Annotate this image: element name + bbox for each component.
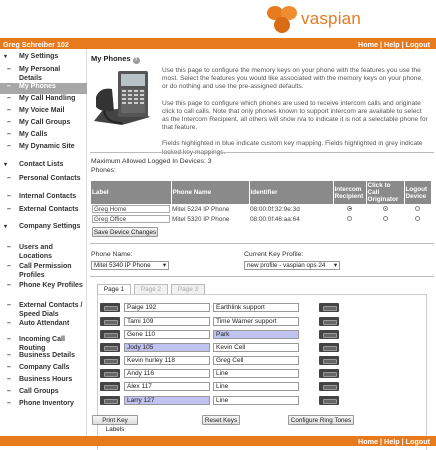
- bullet-icon: –: [7, 282, 11, 289]
- divider: [90, 152, 434, 153]
- bullet-icon: –: [7, 352, 11, 359]
- desk-phone-image: [92, 67, 152, 137]
- key-profile-value: new profile - vaspian ops 24: [247, 262, 326, 269]
- sidebar-item-label: Personal Contacts: [19, 175, 81, 182]
- info-paragraph: Use this page to configure the memory keys on your phone with the features you use the most. Select the features you would like associated with the memory keys on your phone, or do nothing and use the pre-assigned defaults.: [162, 67, 423, 91]
- vaspian-logo: [266, 2, 361, 36]
- logout-radio[interactable]: [415, 216, 420, 221]
- phone-name-label: Phone Name:: [91, 251, 133, 258]
- key-profile-select[interactable]: [244, 261, 340, 270]
- bullet-icon: –: [7, 143, 11, 150]
- logout-radio[interactable]: [415, 206, 420, 211]
- footer-links: Home | Help | Logout: [358, 437, 430, 446]
- key-left[interactable]: Andy 116: [124, 369, 210, 378]
- sidebar-section[interactable]: [0, 53, 87, 62]
- sidebar-item[interactable]: [0, 364, 87, 373]
- tab-page-3[interactable]: Page 3: [171, 284, 205, 294]
- bullet-icon: –: [7, 131, 11, 138]
- phone-key-icon: [319, 317, 339, 326]
- key-left[interactable]: Tami 109: [124, 317, 210, 326]
- bullet-icon: –: [7, 263, 11, 270]
- sidebar-item[interactable]: [0, 388, 87, 397]
- bullet-icon: –: [7, 336, 11, 343]
- key-left[interactable]: Alex 117: [124, 382, 210, 391]
- identifier-cell: 08:00:0f:32:9e:3d: [250, 205, 300, 213]
- phone-key-icon: [319, 330, 339, 339]
- phone-key-icon: [100, 343, 120, 352]
- key-left[interactable]: Jody 105: [124, 343, 210, 352]
- sidebar-item-label: My Personal Details: [19, 66, 61, 82]
- sidebar-item-label: Call Groups: [19, 388, 59, 395]
- sidebar-item-label: My Call Groups: [19, 119, 71, 126]
- phone-name-cell: Mitel 5320 IP Phone: [172, 215, 230, 223]
- key-right[interactable]: Line: [213, 396, 299, 405]
- sidebar-item[interactable]: [0, 143, 87, 152]
- phone-key-icon: [100, 330, 120, 339]
- vaspian-logo-icon: [266, 4, 298, 34]
- sidebar-item-label: Incoming Call Routing: [19, 336, 65, 352]
- collapse-icon: ▾: [4, 224, 8, 230]
- sidebar-item[interactable]: [0, 320, 87, 329]
- col-label: Label: [91, 181, 171, 204]
- sidebar-item-label: External Contacts / Speed Dials: [19, 302, 83, 318]
- bullet-icon: –: [7, 175, 11, 182]
- key-right[interactable]: Line: [213, 369, 299, 378]
- sidebar-item[interactable]: [0, 66, 87, 83]
- help-link[interactable]: Help: [384, 437, 400, 446]
- phone-key-icon: [319, 303, 339, 312]
- col-logout: Logout Device: [404, 181, 432, 204]
- click-to-call-radio[interactable]: [383, 206, 388, 211]
- info-paragraph: Use this page to configure which phones are used to receive intercom calls and originate click to call calls. Note that only phones known to support intercom are available to select as the Intercom Recipient, all others will show n/a to indicate it is not a selectable phone for that feature.: [162, 99, 428, 132]
- intercom-radio[interactable]: [347, 216, 352, 221]
- help-link[interactable]: Help: [384, 39, 400, 49]
- phones-label: Phones:: [91, 167, 116, 174]
- sidebar-item[interactable]: [0, 336, 87, 353]
- tab-page-1[interactable]: Page 1: [97, 284, 131, 295]
- phone-key-icon: [319, 356, 339, 365]
- sidebar-section[interactable]: [0, 161, 87, 170]
- info-text: [162, 67, 430, 165]
- divider: [90, 276, 434, 277]
- key-left[interactable]: Gene 110: [124, 330, 210, 339]
- logout-link[interactable]: Logout: [405, 39, 430, 49]
- help-icon[interactable]: ?: [134, 57, 138, 63]
- key-right[interactable]: Time Warner support: [213, 317, 299, 326]
- sidebar-item[interactable]: [0, 302, 87, 319]
- save-device-changes-button[interactable]: Save Device Changes: [93, 229, 157, 236]
- bullet-icon: –: [7, 364, 11, 371]
- key-left[interactable]: Paige 192: [124, 303, 210, 312]
- phone-key-icon: [100, 382, 120, 391]
- table-row: [91, 204, 432, 214]
- table-row: [91, 214, 432, 224]
- sidebar-item[interactable]: [0, 282, 87, 299]
- sidebar-item-label: Business Hours: [19, 376, 73, 383]
- sidebar-item-label: Company Calls: [19, 364, 70, 371]
- phone-key-icon: [319, 396, 339, 405]
- bullet-icon: –: [7, 83, 11, 90]
- bullet-icon: –: [7, 107, 11, 114]
- sidebar-item[interactable]: [0, 376, 87, 385]
- chevron-down-icon: ▾: [333, 262, 337, 269]
- sidebar-item[interactable]: [0, 206, 87, 215]
- sidebar-item[interactable]: [0, 175, 87, 192]
- bullet-icon: –: [7, 244, 11, 251]
- bullet-icon: –: [7, 302, 11, 309]
- key-right[interactable]: Kevin Cell: [213, 343, 299, 352]
- sidebar-item-label: Internal Contacts: [19, 193, 77, 200]
- sidebar-item-label: My Phones: [19, 83, 56, 90]
- phone-key-icon: [100, 303, 120, 312]
- key-right[interactable]: Earthlink support: [213, 303, 299, 312]
- sidebar-item-label: My Dynamic Site: [19, 143, 75, 150]
- bullet-icon: –: [7, 376, 11, 383]
- phone-name-select[interactable]: [91, 261, 169, 270]
- bullet-icon: –: [7, 95, 11, 102]
- key-right[interactable]: Greg Cell: [213, 356, 299, 365]
- col-intercom: Intercom Recipient: [333, 181, 366, 204]
- top-bar: [0, 38, 436, 49]
- main-content: [88, 49, 436, 436]
- sidebar-section[interactable]: [0, 223, 87, 240]
- bullet-icon: –: [7, 320, 11, 327]
- sidebar-item[interactable]: [0, 83, 87, 94]
- divider: [90, 243, 434, 244]
- home-link[interactable]: Home: [358, 39, 379, 49]
- key-right[interactable]: Park: [213, 330, 299, 339]
- home-link[interactable]: Home: [358, 437, 379, 446]
- page-title: My Phones ?: [91, 54, 138, 63]
- sidebar-item[interactable]: [0, 352, 87, 361]
- bullet-icon: –: [7, 206, 11, 213]
- phone-key-icon: [319, 343, 339, 352]
- collapse-icon: ▾: [4, 162, 8, 168]
- sidebar-item-label: Contact Lists: [19, 161, 64, 168]
- sidebar-item[interactable]: [0, 263, 87, 280]
- sidebar-item[interactable]: [0, 400, 87, 409]
- sidebar-item-label: Company Settings: [19, 223, 81, 230]
- sidebar-item-label: Users and Locations: [19, 244, 53, 260]
- reset-keys-button[interactable]: Reset Keys: [202, 415, 240, 425]
- bullet-icon: –: [7, 66, 11, 73]
- col-identifier: Identifier: [249, 181, 333, 204]
- logout-link[interactable]: Logout: [405, 437, 430, 446]
- key-profile-label: Current Key Profile:: [244, 251, 304, 258]
- sidebar-item-label: Call Permission Profiles: [19, 263, 72, 279]
- intercom-radio[interactable]: [347, 206, 352, 211]
- sidebar-item[interactable]: [0, 95, 87, 104]
- col-click-to-call: Click to Call Originator: [366, 181, 404, 204]
- phone-key-icon: [100, 396, 120, 405]
- sidebar-item-label: My Call Handling: [19, 95, 76, 102]
- phone-key-icon: [319, 382, 339, 391]
- sidebar-item-label: My Voice Mail: [19, 107, 65, 114]
- sidebar-item-label: Phone Key Profiles: [19, 282, 83, 289]
- max-devices-text: Maximum Allowed Logged In Devices: 3: [91, 158, 212, 165]
- configure-ring-tones-button[interactable]: Configure Ring Tones: [288, 415, 354, 425]
- phone-key-icon: [319, 369, 339, 378]
- bullet-icon: –: [7, 400, 11, 407]
- phone-label-input[interactable]: Greg Office: [92, 215, 170, 223]
- info-paragraph: Fields highlighted in blue indicate custom key mapping. Fields highlighted in grey indicate: [162, 140, 423, 148]
- sidebar: [0, 49, 87, 436]
- sidebar-item[interactable]: [0, 107, 87, 116]
- sidebar-item-label: Business Details: [19, 352, 76, 359]
- click-to-call-radio[interactable]: [383, 216, 388, 221]
- key-left[interactable]: Kevin hurley 118: [124, 356, 210, 365]
- phones-table: [91, 181, 432, 224]
- sidebar-item[interactable]: [0, 193, 87, 202]
- sidebar-item-label: My Settings: [19, 53, 59, 60]
- user-name: Greg Schreiber 102: [3, 39, 69, 49]
- phone-key-icon: [100, 369, 120, 378]
- print-key-labels-button[interactable]: Print Key Labels: [92, 415, 138, 425]
- phone-name-value: Mitel 5340 IP Phone: [94, 262, 151, 269]
- sidebar-item-label: Auto Attendant: [19, 320, 70, 327]
- col-phone-name: Phone Name: [171, 181, 249, 204]
- bullet-icon: –: [7, 388, 11, 395]
- phone-key-icon: [100, 317, 120, 326]
- chevron-down-icon: ▾: [162, 262, 166, 269]
- sidebar-item[interactable]: [0, 131, 87, 140]
- tab-page-2[interactable]: Page 2: [134, 284, 168, 294]
- phone-label-input[interactable]: Greg Home: [92, 205, 170, 213]
- phone-key-icon: [100, 356, 120, 365]
- phone-name-cell: Mitel 5224 IP Phone: [172, 205, 230, 213]
- bullet-icon: –: [7, 193, 11, 200]
- collapse-icon: ▾: [4, 54, 8, 60]
- key-right[interactable]: Line: [213, 382, 299, 391]
- sidebar-item-label: Phone Inventory: [19, 400, 74, 407]
- sidebar-item-label: External Contacts: [19, 206, 79, 213]
- brand-name: vaspian: [301, 9, 361, 28]
- sidebar-item-label: My Calls: [19, 131, 48, 138]
- identifier-cell: 08:00:0f:46:aa:64: [250, 215, 300, 223]
- key-panel: [97, 294, 427, 450]
- bottom-bar: [0, 436, 436, 446]
- sidebar-item[interactable]: [0, 119, 87, 128]
- bullet-icon: –: [7, 119, 11, 126]
- header-links: Home | Help | Logout: [358, 39, 430, 49]
- sidebar-item[interactable]: [0, 244, 87, 261]
- key-left[interactable]: Larry 127: [124, 396, 210, 405]
